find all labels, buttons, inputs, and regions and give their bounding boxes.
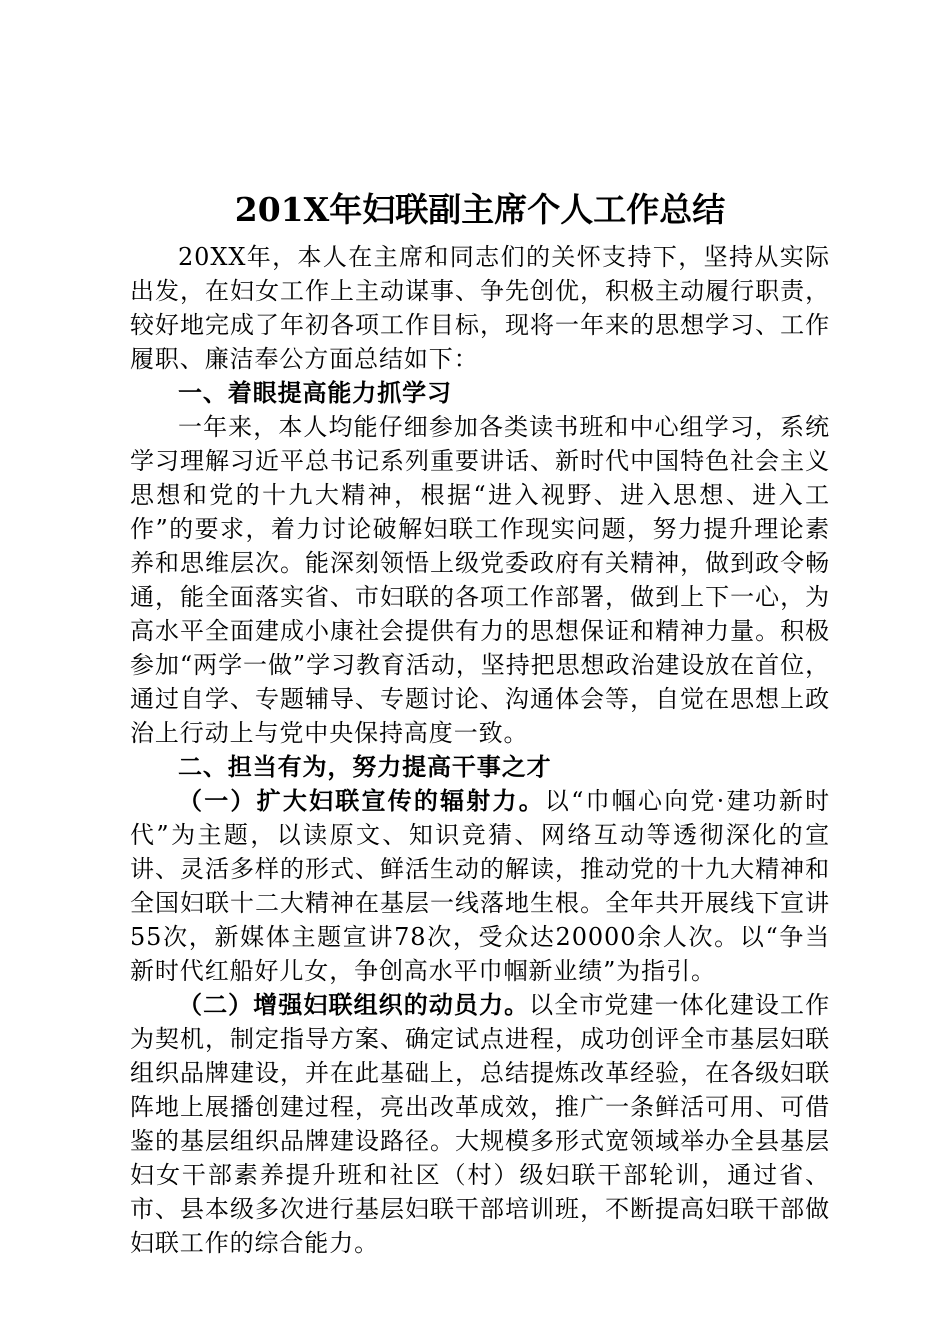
document-page: [130, 186, 830, 1260]
section-1-heading: 一、着眼提高能力抓学习: [178, 378, 452, 407]
section-2-item-2-body: 以全市党建一体化建设工作为契机，制定指导方案、确定试点进程，成功创评全市基层妇联组织品牌建设，并在此基础上，总结提炼改革经验，在各级妇联阵地上展播创建过程，亮出改革成效，推广一条鲜活可用、可借鉴的基层组织品牌建设路径。大规模多形式宽领域举办全县基层妇女干部素养提升班和社区（村）级妇联干部轮训，通过省、市、县本级多次进行基层妇联干部培训班，不断提高妇联干部做妇联工作的综合能力。: [130, 991, 830, 1257]
section-2-item-1-lead: （一）扩大妇联宣传的辐射力。: [178, 786, 545, 815]
intro-paragraph: 20XX年，本人在主席和同志们的关怀支持下，坚持从实际出发，在妇女工作上主动谋事、争先创优，积极主动履行职责，较好地完成了年初各项工作目标，现将一年来的思想学习、工作履职、廉洁奉公方面总结如下：: [130, 243, 830, 373]
section-2-item-1-paragraph: [130, 784, 830, 988]
section-2-item-2-lead: （二）增强妇联组织的动员力。: [178, 990, 530, 1019]
document-title: 201X年妇联副主席个人工作总结: [234, 190, 726, 229]
section-1-paragraph: 一年来，本人均能仔细参加各类读书班和中心组学习，系统学习理解习近平总书记系列重要讲话、新时代中国特色社会主义思想和党的十九大精神，根据“进入视野、进入思想、进入工作”的要求，着力讨论破解妇联工作现实问题，努力提升理论素养和思维层次。能深刻领悟上级党委政府有关精神，做到政令畅通，能全面落实省、市妇联的各项工作部署，做到上下一心，为高水平全面建成小康社会提供有力的思想保证和精神力量。积极参加“两学一做”学习教育活动，坚持把思想政治建设放在首位，通过自学、专题辅导、专题讨论、沟通体会等，自觉在思想上政治上行动上与党中央保持高度一致。: [130, 413, 830, 747]
section-2-heading: 二、担当有为，努力提高干事之才: [178, 752, 552, 781]
section-2-item-2-paragraph: [130, 988, 830, 1260]
section-2-item-1-body: 以“巾帼心向党·建功新时代”为主题，以读原文、知识竞猜、网络互动等透彻深化的宣讲、灵活多样的形式、鲜活生动的解读，推动党的十九大精神和全国妇联十二大精神在基层一线落地生根。全年共开展线下宣讲55次，新媒体主题宣讲78次，受众达20000余人次。以“争当新时代红船好儿女，争创高水平巾帼新业绩”为指引。: [130, 787, 830, 985]
